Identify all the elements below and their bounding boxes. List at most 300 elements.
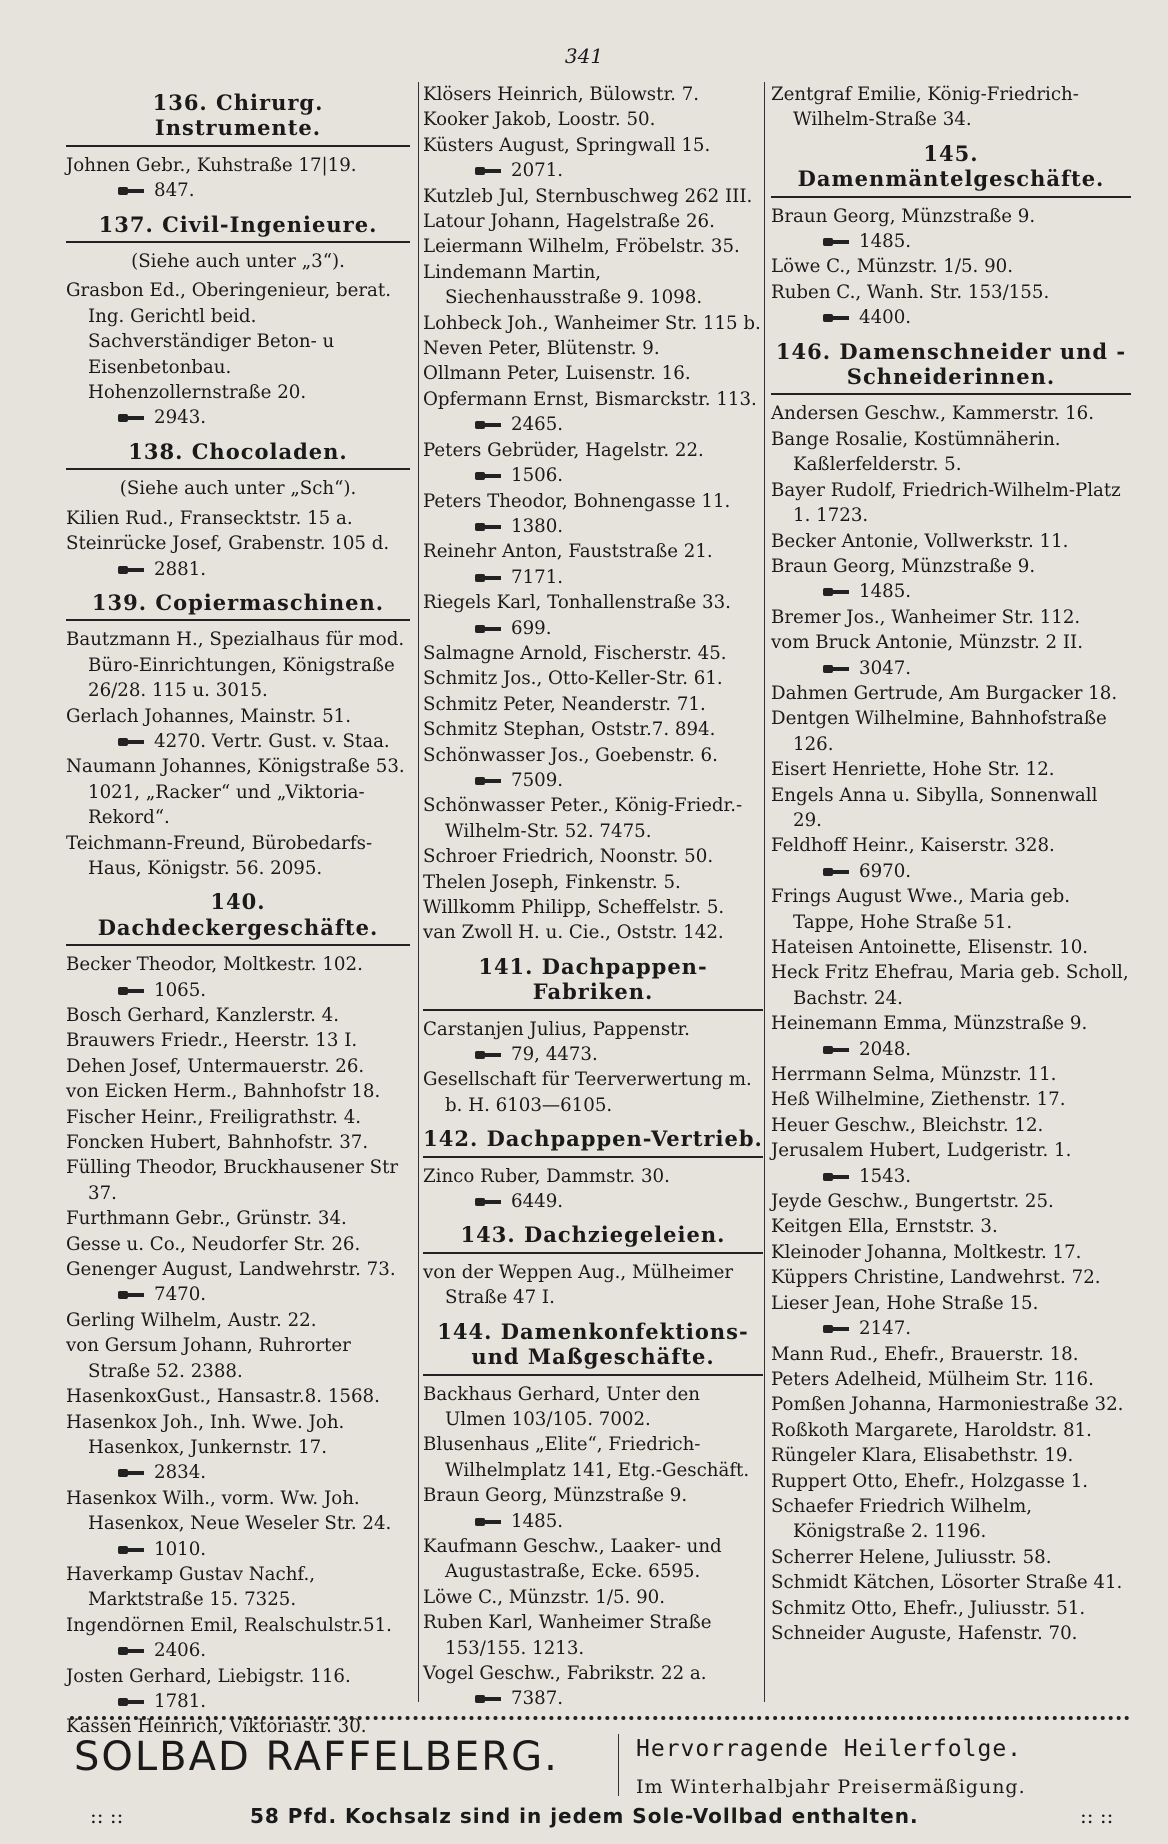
entry-text: Bautzmann H., Spezialhaus für mod. Büro-Einrichtungen, Königstraße 26/28. 115 u. 3015.	[66, 629, 405, 702]
ad-salt-note: 58 Pfd. Kochsalz sind in jedem Sole-Vollbad enthalten.	[250, 1804, 919, 1828]
phone-line	[88, 405, 410, 430]
directory-entry	[423, 1483, 763, 1534]
section-heading: 141. Dachpappen-Fabriken.	[423, 954, 763, 1011]
phone-line	[793, 859, 1131, 884]
telephone-icon	[118, 1697, 144, 1707]
directory-entry	[423, 641, 763, 666]
directory-entry	[771, 1570, 1131, 1595]
entry-text: Gerlach Johannes, Mainstr. 51.	[66, 705, 352, 727]
directory-entry	[66, 1562, 410, 1613]
entry-text: Ruppert Otto, Ehefr., Holzgasse 1.	[771, 1470, 1089, 1492]
phone-number: 1010.	[154, 1538, 207, 1560]
directory-entry	[771, 204, 1131, 255]
entry-text: Carstanjen Julius, Pappenstr.	[423, 1018, 690, 1040]
entry-text: Eisert Henriette, Hohe Str. 12.	[771, 759, 1055, 781]
entry-text: Löwe C., Münzstr. 1/5. 90.	[423, 1586, 666, 1608]
telephone-icon	[475, 166, 501, 176]
phone-number: 1485.	[859, 581, 912, 603]
section-heading: 138. Chocoladen.	[66, 439, 410, 470]
phone-line	[445, 1042, 763, 1067]
entry-text: Heuer Geschw., Bleichstr. 12.	[771, 1114, 1044, 1136]
entry-text: Hasenkox Joh., Inh. Wwe. Joh. Hasenkox, Junkernstr. 17.	[66, 1411, 345, 1458]
phone-line	[793, 579, 1131, 604]
entry-text: von Gersum Johann, Ruhrorter Straße 52. 2388.	[66, 1335, 351, 1382]
telephone-icon	[118, 413, 144, 423]
telephone-icon	[475, 1197, 501, 1207]
ad-dots-right: :: ::	[1080, 1804, 1114, 1828]
directory-section	[66, 590, 410, 881]
phone-line	[88, 978, 410, 1003]
directory-entry	[66, 1333, 410, 1384]
directory-entry	[66, 754, 410, 830]
phone-number: 7470.	[154, 1284, 207, 1306]
entry-text: Riegels Karl, Tonhallenstraße 33.	[423, 592, 731, 614]
phone-number: 2048.	[859, 1038, 912, 1060]
directory-entry	[771, 529, 1131, 554]
telephone-icon	[118, 565, 144, 575]
phone-line	[793, 1164, 1131, 1189]
directory-entry	[771, 1418, 1131, 1443]
directory-entry	[771, 681, 1131, 706]
entry-text: Scherrer Helene, Juliusstr. 58.	[771, 1546, 1052, 1568]
directory-entry	[66, 1232, 410, 1257]
directory-section	[66, 889, 410, 1739]
directory-section	[771, 82, 1131, 133]
directory-entry	[66, 831, 410, 882]
telephone-icon	[823, 867, 849, 877]
entry-text: Zinco Ruber, Dammstr. 30.	[423, 1165, 670, 1187]
directory-entry	[423, 1382, 763, 1433]
phone-line	[445, 514, 763, 539]
phone-number: 1485.	[859, 231, 912, 253]
phone-line	[445, 1686, 763, 1711]
entry-text: Peters Gebrüder, Hagelstr. 22.	[423, 439, 704, 461]
directory-entry	[423, 133, 763, 184]
entry-text: Schroer Friedrich, Noonstr. 50.	[423, 846, 714, 868]
entry-text: Kilien Rud., Fransecktstr. 15 a.	[66, 507, 353, 529]
phone-line	[445, 1189, 763, 1214]
ad-tagline: Hervorragende Heilerfolge.	[636, 1736, 1023, 1762]
telephone-icon	[823, 313, 849, 323]
entry-text: Schaefer Friedrich Wilhelm, Königstraße 2. 1196.	[771, 1495, 1032, 1543]
directory-entry	[423, 1017, 763, 1068]
phone-line	[445, 463, 763, 488]
phone-number: 1485.	[511, 1510, 564, 1532]
entry-text: Thelen Joseph, Finkenstr. 5.	[423, 871, 681, 893]
entry-text: Dahmen Gertrude, Am Burgacker 18.	[771, 682, 1118, 704]
section-heading: 137. Civil-Ingenieure.	[66, 212, 410, 243]
phone-number: 7171.	[511, 566, 564, 588]
directory-entry	[771, 254, 1131, 279]
telephone-icon	[823, 664, 849, 674]
directory-entry	[423, 717, 763, 742]
entry-text: Backhaus Gerhard, Unter den Ulmen 103/105. 7002.	[423, 1383, 700, 1430]
entry-text: Braun Georg, Münzstraße 9.	[423, 1485, 688, 1507]
phone-line	[445, 616, 763, 641]
entry-text: Schmitz Stephan, Oststr.7. 894.	[423, 719, 716, 741]
entry-text: Furthmann Gebr., Grünstr. 34.	[66, 1208, 347, 1230]
directory-entry	[423, 260, 763, 311]
entry-text: Engels Anna u. Sibylla, Sonnenwall 29.	[771, 784, 1098, 831]
directory-entry	[423, 793, 763, 844]
column-right	[764, 82, 1131, 1702]
directory-entry	[423, 184, 763, 209]
entry-text: Opfermann Ernst, Bismarckstr. 113.	[423, 388, 757, 410]
entry-text: van Zwoll H. u. Cie., Oststr. 142.	[423, 922, 724, 944]
phone-line	[445, 158, 763, 183]
telephone-icon	[118, 1468, 144, 1478]
entry-text: Brauwers Friedr., Heerstr. 13 I.	[66, 1030, 358, 1052]
directory-entry	[771, 401, 1131, 426]
entry-text: Lieser Jean, Hohe Straße 15.	[771, 1292, 1039, 1314]
phone-line	[445, 412, 763, 437]
phone-number: 79, 4473.	[511, 1044, 598, 1066]
directory-entry	[66, 1486, 410, 1562]
entry-text: vom Bruck Antonie, Münzstr. 2 II.	[771, 632, 1084, 654]
phone-line	[88, 178, 410, 203]
directory-entry	[66, 1130, 410, 1155]
section-note: (Siehe auch unter „Sch“).	[119, 478, 357, 500]
directory-entry	[771, 1545, 1131, 1570]
directory-entry	[66, 531, 410, 582]
entry-text: Andersen Geschw., Kammerstr. 16.	[771, 403, 1095, 425]
directory-entry	[423, 489, 763, 540]
directory-entry	[771, 82, 1131, 133]
entry-text: Schönwasser Peter., König-Friedr.-Wilhelm-Str. 52. 7475.	[423, 795, 743, 842]
entry-text: Vogel Geschw., Fabrikstr. 22 a.	[423, 1662, 707, 1684]
entry-text: Ruben C., Wanh. Str. 153/155.	[771, 281, 1050, 303]
entry-text: Neven Peter, Blütenstr. 9.	[423, 338, 660, 360]
telephone-icon	[475, 522, 501, 532]
section-heading: 140. Dachdeckergeschäfte.	[66, 889, 410, 946]
phone-line	[793, 305, 1131, 330]
directory-entry	[423, 1067, 763, 1118]
directory-entry	[423, 1534, 763, 1585]
directory-entry	[771, 706, 1131, 757]
entry-text: Steinrücke Josef, Grabenstr. 105 d.	[66, 533, 390, 555]
advertisement-banner	[70, 1716, 1130, 1838]
directory-entry	[771, 1113, 1131, 1138]
telephone-icon	[823, 1172, 849, 1182]
directory-entry	[423, 1585, 763, 1610]
directory-entry	[423, 666, 763, 691]
directory-entry	[66, 1028, 410, 1053]
phone-line	[793, 229, 1131, 254]
directory-entry	[423, 1610, 763, 1661]
phone-line	[445, 768, 763, 793]
entry-text: Braun Georg, Münzstraße 9.	[771, 555, 1036, 577]
telephone-icon	[823, 587, 849, 597]
directory-section	[771, 141, 1131, 331]
telephone-icon	[475, 471, 501, 481]
entry-text: Dentgen Wilhelmine, Bahnhofstraße 126.	[771, 708, 1107, 755]
telephone-icon	[118, 1545, 144, 1555]
directory-section	[66, 212, 410, 431]
entry-text: Genenger August, Landwehrstr. 73.	[66, 1259, 396, 1281]
directory-entry	[771, 1342, 1131, 1367]
section-heading: 142. Dachpappen-Vertrieb.	[423, 1126, 763, 1157]
entry-text: Gesse u. Co., Neudorfer Str. 26.	[66, 1233, 361, 1255]
ad-dots-left: :: ::	[90, 1804, 124, 1828]
directory-entry	[423, 844, 763, 869]
directory-entry	[66, 1079, 410, 1104]
phone-number: 847.	[154, 180, 195, 202]
entry-text: Becker Antonie, Vollwerkstr. 11.	[771, 530, 1069, 552]
telephone-icon	[475, 573, 501, 583]
entry-text: Ruben Karl, Wanheimer Straße 153/155. 1213.	[423, 1612, 712, 1659]
entry-text: Heß Wilhelmine, Ziethenstr. 17.	[771, 1089, 1066, 1111]
directory-entry	[771, 1291, 1131, 1342]
directory-entry	[423, 1164, 763, 1215]
phone-line	[88, 729, 410, 754]
directory-entry	[771, 935, 1131, 960]
entry-text: Josten Gerhard, Liebigstr. 116.	[66, 1665, 351, 1687]
entry-text: Lohbeck Joh., Wanheimer Str. 115 b.	[423, 312, 761, 334]
entry-text: Schmitz Peter, Neanderstr. 71.	[423, 693, 706, 715]
phone-number: 1781.	[154, 1690, 207, 1712]
entry-text: Küppers Christine, Landwehrst. 72.	[771, 1267, 1101, 1289]
phone-number: 7387.	[511, 1688, 564, 1710]
directory-entry	[66, 278, 410, 430]
directory-entry	[66, 1257, 410, 1308]
directory-entry	[771, 960, 1131, 1011]
directory-entry	[771, 1367, 1131, 1392]
directory-entry	[423, 82, 763, 107]
phone-number: 4270. Vertr. Gust. v. Staa.	[154, 730, 390, 752]
ad-name: SOLBAD RAFFELBERG.	[74, 1734, 559, 1780]
entry-text: Haverkamp Gustav Nachf., Marktstraße 15. 7325.	[66, 1563, 316, 1611]
entry-text: Foncken Hubert, Bahnhofstr. 37.	[66, 1132, 369, 1154]
entry-text: Dehen Josef, Untermauerstr. 26.	[66, 1055, 365, 1077]
directory-entry	[771, 1240, 1131, 1265]
directory-entry	[66, 1410, 410, 1486]
directory-entry	[771, 833, 1131, 884]
directory-section	[423, 1319, 763, 1712]
phone-number: 2071.	[511, 160, 564, 182]
section-heading: 136. Chirurg. Instrumente.	[66, 90, 410, 147]
entry-text: Peters Adelheid, Mülheim Str. 116.	[771, 1368, 1094, 1390]
directory-section	[423, 1222, 763, 1310]
entry-text: Löwe C., Münzstr. 1/5. 90.	[771, 256, 1014, 278]
directory-entry	[771, 605, 1131, 630]
entry-text: Mann Rud., Ehefr., Brauerstr. 18.	[771, 1343, 1079, 1365]
entry-text: Herrmann Selma, Münzstr. 11.	[771, 1064, 1057, 1086]
telephone-icon	[475, 776, 501, 786]
directory-entry	[423, 209, 763, 234]
entry-text: Becker Theodor, Moltkestr. 102.	[66, 954, 363, 976]
entry-text: Gesellschaft für Teerverwertung m. b. H. 6103—6105.	[423, 1069, 752, 1116]
entry-text: Willkomm Philipp, Scheffelstr. 5.	[423, 897, 725, 918]
directory-entry	[423, 387, 763, 438]
page-number: 341	[564, 44, 604, 68]
phone-number: 1506.	[511, 465, 564, 487]
entry-text: Kooker Jakob, Loostr. 50.	[423, 109, 656, 131]
directory-entry	[66, 704, 410, 755]
entry-text: Heck Fritz Ehefrau, Maria geb. Scholl, Bachstr. 24.	[771, 962, 1129, 1009]
phone-line	[88, 1537, 410, 1562]
directory-entry	[423, 895, 763, 920]
entry-text: von Eicken Herm., Bahnhofstr 18.	[66, 1081, 381, 1103]
directory-section	[423, 1126, 763, 1214]
directory-entry	[771, 554, 1131, 605]
phone-number: 2943.	[154, 407, 207, 429]
section-heading: 145. Damenmäntelgeschäfte.	[771, 141, 1131, 198]
column-middle	[418, 82, 763, 1710]
entry-text: Jeyde Geschw., Bungertstr. 25.	[771, 1191, 1054, 1213]
telephone-icon	[118, 186, 144, 196]
telephone-icon	[823, 1324, 849, 1334]
entry-text: Frings August Wwe., Maria geb. Tappe, Hohe Straße 51.	[771, 886, 1071, 933]
directory-entry	[423, 743, 763, 794]
section-heading: 139. Copiermaschinen.	[66, 590, 410, 621]
directory-entry	[423, 107, 763, 132]
phone-number: 1380.	[511, 515, 564, 537]
directory-section	[771, 339, 1131, 1647]
entry-text: Jerusalem Hubert, Ludgeristr. 1.	[771, 1140, 1072, 1162]
phone-line	[445, 565, 763, 590]
directory-entry	[66, 627, 410, 703]
entry-text: Ollmann Peter, Luisenstr. 16.	[423, 363, 691, 385]
directory-section	[66, 90, 410, 204]
directory-entry	[771, 1265, 1131, 1290]
entry-text: Naumann Johannes, Königstraße 53. 1021, „Racker“ und „Viktoria-Rekord“.	[66, 756, 405, 829]
directory-entry	[423, 1260, 763, 1311]
entry-text: Leiermann Wilhelm, Fröbelstr. 35.	[423, 236, 740, 258]
entry-text: Schmidt Kätchen, Lösorter Straße 41.	[771, 1572, 1123, 1594]
directory-section	[66, 439, 410, 582]
directory-entry	[66, 1105, 410, 1130]
phone-line	[793, 1316, 1131, 1341]
entry-text: Keitgen Ella, Ernststr. 3.	[771, 1216, 998, 1238]
directory-entry	[771, 1138, 1131, 1189]
telephone-icon	[118, 1646, 144, 1656]
telephone-icon	[823, 237, 849, 247]
directory-entry	[66, 506, 410, 531]
entry-text: Reinehr Anton, Fauststraße 21.	[423, 541, 713, 563]
entry-text: Fischer Heinr., Freiligrathstr. 4.	[66, 1106, 362, 1128]
directory-entry	[66, 1384, 410, 1409]
entry-text: Feldhoff Heinr., Kaiserstr. 328.	[771, 835, 1055, 857]
entry-text: Bosch Gerhard, Kanzlerstr. 4.	[66, 1005, 340, 1026]
directory-entry	[423, 692, 763, 717]
directory-entry	[423, 336, 763, 361]
directory-entry	[423, 311, 763, 336]
phone-number: 1543.	[859, 1165, 912, 1187]
entry-text: Bremer Jos., Wanheimer Str. 112.	[771, 606, 1081, 628]
telephone-icon	[118, 737, 144, 747]
entry-text: Kutzleb Jul, Sternbuschweg 262 III.	[423, 185, 753, 207]
entry-text: Blusenhaus „Elite“, Friedrich-Wilhelmplatz 141, Etg.-Geschäft.	[423, 1434, 750, 1481]
phone-number: 699.	[511, 617, 552, 639]
section-note: (Siehe auch unter „3“).	[131, 251, 345, 273]
entry-text: Peters Theodor, Bohnengasse 11.	[423, 490, 731, 512]
phone-line	[88, 557, 410, 582]
entry-text: Grasbon Ed., Oberingenieur, berat. Ing. Gerichtl beid. Sachverständiger Beton- u Eisenbetonbau. Hohenzollernstraße 20.	[66, 280, 391, 404]
phone-line	[88, 1638, 410, 1663]
directory-section	[423, 82, 763, 946]
telephone-icon	[475, 1050, 501, 1060]
directory-entry	[423, 920, 763, 945]
directory-entry	[771, 1062, 1131, 1087]
directory-entry	[423, 361, 763, 386]
directory-entry	[771, 427, 1131, 478]
directory-entry	[423, 1661, 763, 1712]
entry-text: Teichmann-Freund, Bürobedarfs-Haus, Königstr. 56. 2095.	[66, 832, 373, 879]
phone-line	[88, 1689, 410, 1714]
directory-entry	[771, 757, 1131, 782]
entry-text: Johnen Gebr., Kuhstraße 17|19.	[66, 154, 357, 176]
section-heading: 143. Dachziegeleien.	[423, 1222, 763, 1253]
entry-text: Heinemann Emma, Münzstraße 9.	[771, 1013, 1088, 1035]
directory-entry	[66, 1155, 410, 1206]
entry-text: Hasenkox Wilh., vorm. Ww. Joh. Hasenkox, Neue Weseler Str. 24.	[66, 1487, 392, 1535]
telephone-icon	[475, 1694, 501, 1704]
directory-entry	[66, 1206, 410, 1231]
directory-entry	[771, 1443, 1131, 1468]
directory-entry	[771, 1621, 1131, 1646]
telephone-icon	[475, 624, 501, 634]
phone-line	[793, 656, 1131, 681]
entry-text: Bange Rosalie, Kostümnäherin. Kaßlerfelderstr. 5.	[771, 428, 1061, 476]
entry-text: Pomßen Johanna, Harmoniestraße 32.	[771, 1394, 1124, 1416]
phone-line	[88, 1460, 410, 1485]
directory-entry	[423, 870, 763, 895]
entry-text: Schneider Auguste, Hafenstr. 70.	[771, 1622, 1078, 1644]
directory-entry	[771, 783, 1131, 834]
entry-text: Roßkoth Margarete, Haroldstr. 81.	[771, 1419, 1092, 1441]
phone-number: 2465.	[511, 414, 564, 436]
directory-entry	[423, 590, 763, 641]
phone-number: 6970.	[859, 860, 912, 882]
phone-line	[793, 1037, 1131, 1062]
directory-entry	[66, 1664, 410, 1715]
telephone-icon	[118, 986, 144, 996]
directory-entry	[771, 1011, 1131, 1062]
directory-entry	[771, 1392, 1131, 1417]
directory-entry	[66, 153, 410, 204]
directory-entry	[771, 478, 1131, 529]
entry-text: Küsters August, Springwall 15.	[423, 134, 711, 156]
entry-text: Fülling Theodor, Bruckhausener Str 37.	[66, 1157, 399, 1204]
section-heading: 146. Damenschneider und -Schneiderinnen.	[771, 339, 1131, 396]
directory-entry	[423, 438, 763, 489]
directory-entry	[66, 1613, 410, 1664]
entry-text: Hateisen Antoinette, Elisenstr. 10.	[771, 937, 1089, 958]
entry-text: Kassen Heinrich, Viktoriastr. 30.	[66, 1716, 367, 1738]
directory-entry	[771, 1214, 1131, 1239]
ad-divider	[618, 1734, 619, 1796]
entry-text: Gerling Wilhelm, Austr. 22.	[66, 1309, 317, 1331]
phone-number: 2147.	[859, 1318, 912, 1340]
entry-text: Ingendörnen Emil, Realschulstr.51.	[66, 1614, 392, 1636]
entry-text: Zentgraf Emilie, König-Friedrich-Wilhelm-Straße 34.	[771, 84, 1079, 131]
phone-number: 4400.	[859, 307, 912, 329]
entry-text: HasenkoxGust., Hansastr.8. 1568.	[66, 1386, 380, 1408]
entry-text: Schönwasser Jos., Goebenstr. 6.	[423, 744, 718, 766]
entry-text: Kaufmann Geschw., Laaker- und Augustastraße, Ecke. 6595.	[423, 1535, 722, 1583]
entry-text: Klösers Heinrich, Bülowstr. 7.	[423, 84, 700, 105]
directory-entry	[66, 1003, 410, 1028]
phone-line	[445, 1509, 763, 1534]
column-left	[66, 82, 410, 1738]
entry-text: Salmagne Arnold, Fischerstr. 45.	[423, 642, 727, 664]
entry-text: von der Weppen Aug., Mülheimer Straße 47 I.	[423, 1261, 734, 1309]
directory-entry	[771, 1189, 1131, 1214]
directory-entry	[771, 1494, 1131, 1545]
directory-entry	[771, 1596, 1131, 1621]
telephone-icon	[118, 1290, 144, 1300]
phone-number: 3047.	[859, 657, 912, 679]
